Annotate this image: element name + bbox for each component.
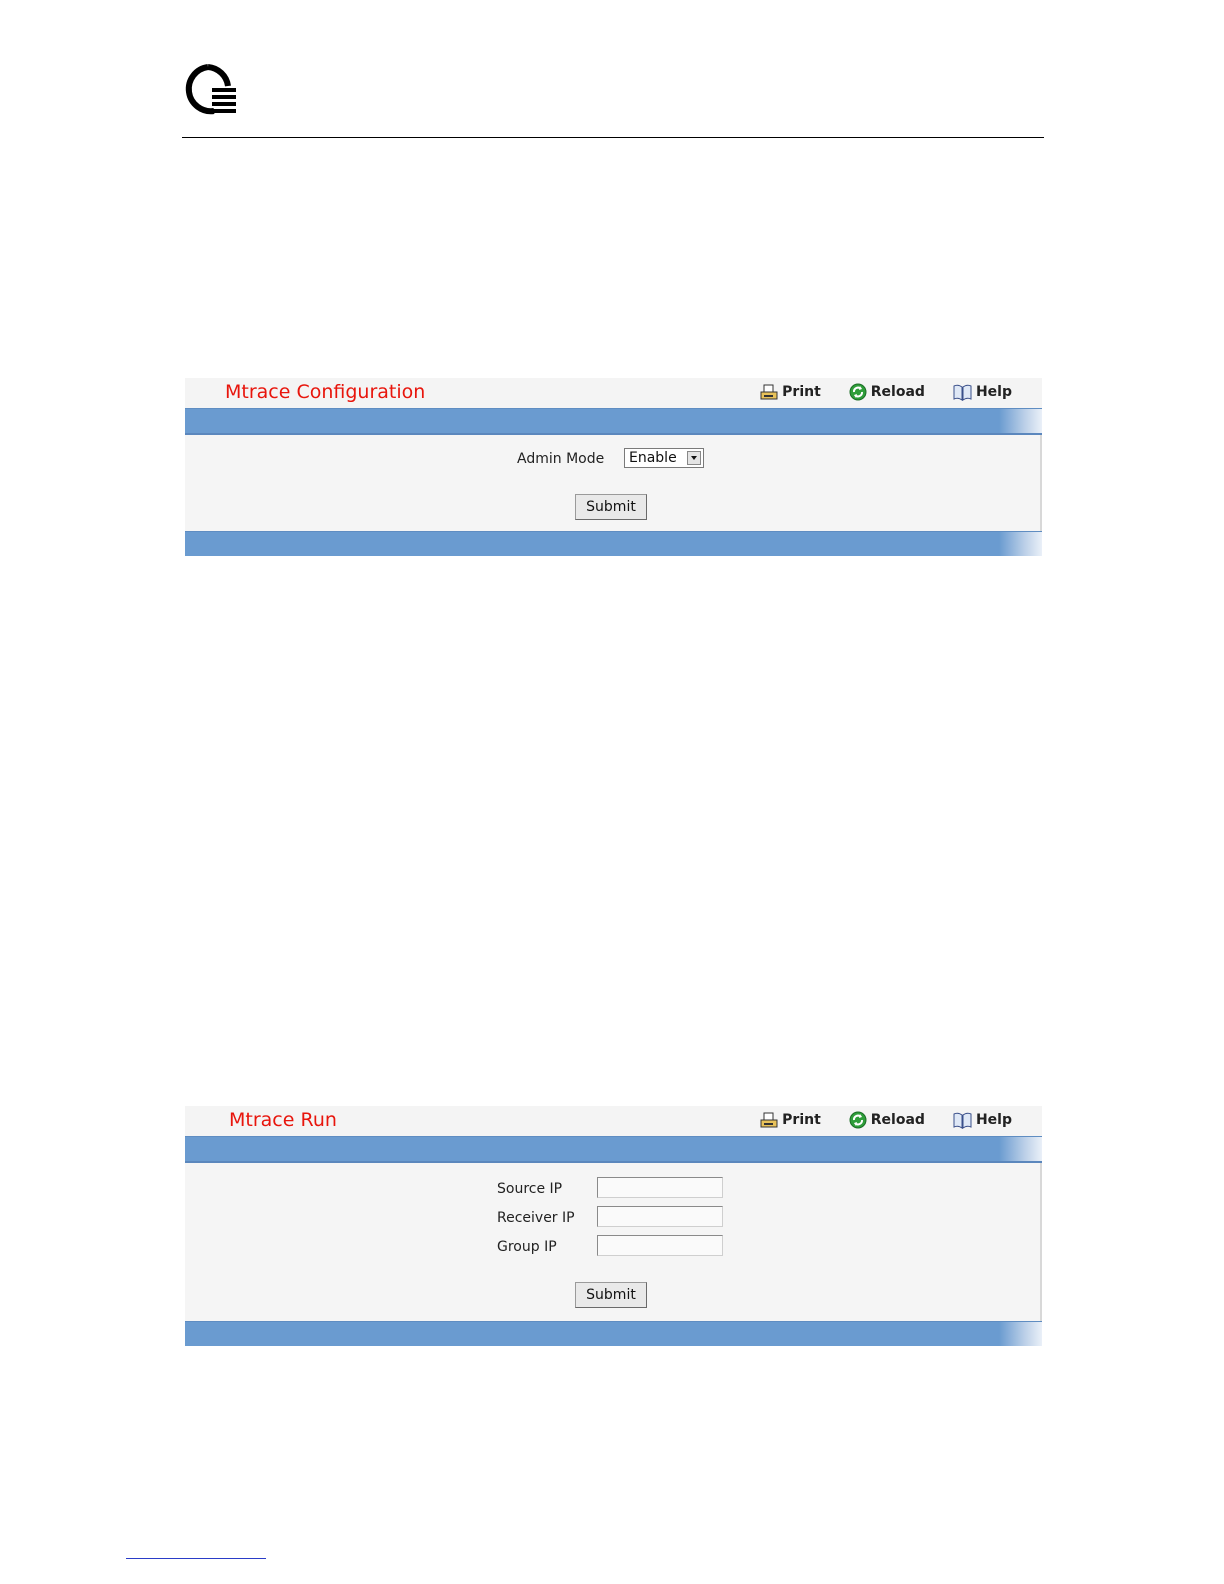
footer-band bbox=[185, 1321, 1042, 1346]
page-title: Mtrace Configuration bbox=[225, 381, 426, 403]
reload-icon bbox=[849, 383, 867, 401]
print-button[interactable] bbox=[760, 1111, 821, 1129]
print-label: Print bbox=[782, 384, 821, 400]
source-ip-label: Source IP bbox=[497, 1181, 563, 1197]
help-button[interactable] bbox=[953, 383, 1012, 401]
company-logo bbox=[184, 64, 240, 116]
form-body bbox=[185, 435, 1042, 531]
receiver-ip-input[interactable] bbox=[597, 1206, 723, 1227]
reload-icon bbox=[849, 1111, 867, 1129]
book-icon bbox=[953, 1112, 972, 1129]
header-band bbox=[185, 408, 1042, 433]
print-label: Print bbox=[782, 1112, 821, 1128]
page-title: Mtrace Run bbox=[229, 1109, 337, 1131]
printer-icon bbox=[760, 384, 778, 401]
form-body bbox=[185, 1163, 1042, 1321]
header-divider bbox=[182, 137, 1044, 138]
printer-icon bbox=[760, 1112, 778, 1129]
mtrace-configuration-panel bbox=[185, 378, 1042, 556]
admin-mode-select[interactable] bbox=[624, 448, 704, 468]
panel-header bbox=[185, 1106, 1042, 1136]
mtrace-run-panel bbox=[185, 1106, 1042, 1346]
group-ip-input[interactable] bbox=[597, 1235, 723, 1256]
footer-band bbox=[185, 531, 1042, 556]
header-band bbox=[185, 1136, 1042, 1161]
reload-button[interactable] bbox=[849, 1111, 925, 1129]
submit-button[interactable]: Submit bbox=[575, 1282, 647, 1308]
submit-button[interactable]: Submit bbox=[575, 494, 647, 520]
help-label: Help bbox=[975, 384, 1012, 400]
print-button[interactable] bbox=[760, 383, 821, 401]
toolbar bbox=[732, 383, 1012, 401]
admin-mode-label: Admin Mode bbox=[517, 451, 605, 467]
reload-label: Reload bbox=[870, 1112, 925, 1128]
toolbar bbox=[732, 1111, 1012, 1129]
footnote-rule bbox=[126, 1558, 266, 1559]
source-ip-input[interactable] bbox=[597, 1177, 723, 1198]
admin-mode-value: Enable bbox=[629, 450, 677, 466]
panel-header bbox=[185, 378, 1042, 408]
reload-label: Reload bbox=[870, 384, 925, 400]
book-icon bbox=[953, 384, 972, 401]
reload-button[interactable] bbox=[849, 383, 925, 401]
logo-icon bbox=[184, 64, 240, 116]
chevron-down-icon[interactable] bbox=[687, 451, 701, 465]
group-ip-label: Group IP bbox=[497, 1239, 557, 1255]
receiver-ip-label: Receiver IP bbox=[497, 1210, 575, 1226]
help-label: Help bbox=[975, 1112, 1012, 1128]
help-button[interactable] bbox=[953, 1111, 1012, 1129]
